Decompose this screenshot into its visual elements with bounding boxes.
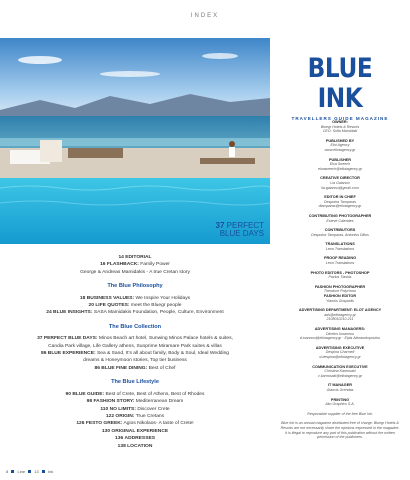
- toc-title: BUSINESS VALUES:: [86, 295, 135, 301]
- credit-block: [280, 214, 400, 223]
- toc-page-number: 136: [115, 436, 124, 442]
- credit-value: Ako Graphics S.A.: [325, 402, 355, 407]
- toc-desc: Sea & Sand, It's all about family, Body & Soul, Ideal Wedding: [96, 351, 230, 357]
- toc-desc: dreams & Honeymoon stories, Top tier business: [83, 358, 187, 364]
- toc-title: EDITORIAL: [125, 255, 152, 260]
- toc-desc: Candia Park village, Life Gallery athens, Sunprime Miramare Park suites & villas: [48, 343, 222, 349]
- credit-label: FASHION EDITOR: [323, 294, 357, 299]
- cover-photo: [0, 38, 270, 244]
- toc-desc: Discover Crete: [137, 406, 170, 412]
- credit-value: ads@eliotagency.gr: [324, 312, 356, 317]
- toc-entry[interactable]: [0, 420, 270, 427]
- credit-value-2: elvasneech@eliotagency.gr: [318, 166, 362, 171]
- toc-entry[interactable]: [0, 254, 270, 261]
- toc-page-number: 14: [118, 255, 124, 260]
- credits-column: [280, 120, 400, 445]
- toc-title: ORIGIN:: [115, 413, 135, 419]
- toc-page-number: 37: [37, 336, 43, 342]
- credit-label: PUBLISHER: [329, 157, 351, 162]
- toc-page-number: 98: [86, 399, 93, 405]
- toc-title: BLUE EXPERIENCE:: [47, 351, 96, 357]
- toc-desc: meet the Bluegr people: [130, 303, 182, 309]
- page-footer: [6, 469, 53, 474]
- credit-block: [280, 242, 400, 251]
- section-title-philosophy: The Blue Philosophy: [107, 283, 163, 290]
- toc-title: LOCATION: [127, 443, 153, 449]
- credit-block: [280, 176, 400, 190]
- toc-page-number: 110: [100, 406, 109, 412]
- toc-entry[interactable]: [0, 350, 270, 357]
- toc-title: FASHION STORY:: [93, 399, 135, 405]
- credit-value: Esteve Calendes: [326, 218, 354, 223]
- credit-value: Despoina Tamparas, Antonios Dillos: [311, 232, 369, 237]
- toc-entry-continuation: [0, 269, 270, 276]
- toc-entry[interactable]: [0, 398, 270, 405]
- toc-title: ADDRESSES: [124, 436, 155, 442]
- credit-value: Elot Agency: [330, 143, 350, 148]
- credit-label: OWNER:: [332, 120, 348, 124]
- credit-label: PROOF READING: [323, 256, 357, 261]
- toc-page-number: 20: [88, 303, 94, 309]
- toc-page-number: 18: [79, 295, 86, 301]
- credit-value: Bluegr Hotels & Resorts: [320, 124, 360, 129]
- toc-entry[interactable]: [0, 309, 270, 316]
- credit-value-2: 2108010210-211: [326, 317, 354, 322]
- toc-title: FESTO GREEK:: [85, 421, 123, 427]
- toc-title: LIFE QUOTES:: [95, 303, 130, 309]
- toc-page-number: 122: [105, 413, 115, 419]
- toc-title: BLUE GUIDE:: [72, 391, 105, 397]
- footer-page-left: 8: [6, 469, 9, 474]
- section-title-collection: The Blue Collection: [108, 323, 162, 330]
- toc-entry[interactable]: [0, 391, 270, 398]
- credit-value: Dimitris Ionannou: [326, 331, 354, 336]
- square-icon: [42, 470, 45, 473]
- credit-value: Leon Translations: [325, 246, 355, 251]
- toc-page-number: 126: [76, 421, 85, 427]
- toc-desc: Mediterranean Dream: [135, 399, 184, 405]
- supplier-note: Responsible supplier of the free Blue Ink:: [307, 411, 373, 416]
- magazine-logo: BLUE INK: [307, 53, 373, 114]
- toc-entry[interactable]: [0, 365, 270, 372]
- credit-block: [280, 120, 400, 134]
- credit-value: Despina Charmeli: [325, 350, 355, 355]
- toc-entry-continuation: [0, 357, 270, 364]
- toc-page-number: 90: [65, 391, 71, 397]
- credit-block: [280, 346, 400, 360]
- credit-block: [280, 398, 400, 407]
- toc-title: NO LIMITS:: [109, 406, 136, 412]
- credit-value: Gianvis Grendas: [326, 387, 354, 392]
- credit-block: [280, 383, 400, 392]
- credit-block: [280, 285, 400, 303]
- toc-title: BLUE FINE DINING:: [101, 365, 148, 371]
- toc-desc: Minos Beach art hotel, Sunwing Minos Palace hotels & suites,: [98, 336, 233, 342]
- caption-line-2: BLUE DAYS: [219, 229, 264, 238]
- toc-page-number: 130: [101, 428, 111, 434]
- credit-value-2: dtamparas@eliotagency.gr: [318, 204, 362, 209]
- square-icon: [11, 470, 14, 473]
- cover-caption: [216, 222, 264, 238]
- credit-value: Christina Karnosaki: [324, 369, 356, 374]
- credit-value-2: d.despina@eliotagency.gr: [319, 354, 361, 359]
- credit-label: ADVERTISING MANAGERS:: [314, 327, 366, 331]
- credit-value: Elva Sneech: [329, 162, 351, 167]
- credit-label: TRANSLATIONS: [325, 242, 355, 247]
- toc-entry[interactable]: [0, 413, 270, 420]
- toc-page-number: 16: [100, 262, 106, 268]
- toc-title: FLASHBACK:: [106, 262, 139, 268]
- credit-label: CONTRIBUTING PHOTOGRAPHER: [308, 213, 372, 218]
- toc-entry[interactable]: [0, 406, 270, 413]
- credit-block: [280, 256, 400, 265]
- toc-desc: George & Andreas Mamidakis - A true Cretan story: [80, 269, 190, 275]
- credit-value: Lia Galanou: [330, 180, 350, 185]
- credit-block: [280, 327, 400, 341]
- credit-value: Yiannis Gospodis: [326, 298, 354, 303]
- footer-brand: Ink: [48, 469, 54, 474]
- credit-value: Despoina Tamparas: [323, 199, 357, 204]
- credit-value-2: www.eliotagency.gr: [324, 147, 356, 152]
- toc-desc: SASA Mamidakis Foundation, People, Culture, Environment: [93, 310, 224, 316]
- credit-block: [280, 271, 400, 280]
- credit-label: PUBLISHED BY: [325, 138, 355, 143]
- toc-desc: Best of Crete, Best of Athens, Best of Rhodes: [105, 391, 205, 397]
- magazine-subtitle: TRAVELLERS GUIDE MAGAZINE: [291, 116, 389, 121]
- legal-note: Blue Ink is an annual magazine distributed free of charge. Bluegr Hotels & Resorts are not necessarily share the opinions expressed in the magazine. It is illegal to reproduce any part of this publication without the written permission of the publishers.: [280, 421, 400, 440]
- credit-block: [280, 308, 400, 322]
- square-icon: [28, 470, 31, 473]
- credit-block: [280, 139, 400, 153]
- toc-desc: True Cretans: [135, 413, 165, 419]
- toc-entry[interactable]: [0, 335, 270, 342]
- index-label: INDEX: [190, 13, 220, 19]
- toc-title: ORIGINAL EXPERIENCE: [111, 428, 169, 434]
- toc-page-number: 86: [94, 365, 100, 371]
- credit-label: PHOTO EDITORS - PHOTOSHOP: [310, 270, 370, 275]
- credit-label: COMMUNICATION EXECUTIVE: [312, 364, 368, 369]
- toc-desc: We Inspire Your Holidays: [135, 295, 191, 301]
- toc-entry-continuation: [0, 343, 270, 350]
- section-title-lifestyle: The Blue Lifestyle: [111, 379, 159, 386]
- toc-entry[interactable]: [0, 261, 270, 268]
- credit-value: Leon Translations: [325, 261, 355, 266]
- credit-label: CONTRIBUTORS: [324, 228, 356, 233]
- credit-label: PRINTING: [330, 397, 350, 402]
- credit-block: [280, 365, 400, 379]
- toc-desc: Family Power: [140, 262, 170, 268]
- caption-page-number: 37: [215, 221, 225, 230]
- toc-page-number: 86: [40, 351, 47, 357]
- credit-label: IT MANAGER: [327, 383, 353, 388]
- credit-block: [280, 158, 400, 172]
- credit-value-2: lia.galanou@gmail.com: [321, 185, 359, 190]
- toc-title: BLUE INSIGHTS:: [53, 310, 93, 316]
- toc-title: PERFECT BLUE DAYS:: [43, 336, 98, 342]
- table-of-contents: [0, 254, 270, 450]
- credit-label: ADVERTISING DEPARTMENT: ELOT AGENCY: [298, 308, 382, 313]
- toc-desc: Best of Chef: [148, 365, 176, 371]
- credit-value-2: c.karnosaki@eliotagency.gr: [318, 373, 362, 378]
- toc-page-number: 138: [117, 443, 126, 449]
- masthead: [280, 54, 400, 121]
- toc-entry[interactable]: [0, 302, 270, 309]
- credit-value-2: CEO: Sofia Mamidaki: [322, 129, 358, 134]
- toc-entry[interactable]: [0, 443, 270, 450]
- toc-entry[interactable]: [0, 295, 270, 302]
- caption-line-1: PERFECT: [226, 221, 264, 230]
- credit-label: EDITOR IN CHIEF: [324, 195, 356, 200]
- toc-desc: Agios Nikolaos- A taste of Crete!: [123, 421, 194, 427]
- credit-label: CREATIVE DIRECTOR: [320, 176, 360, 181]
- toc-entry[interactable]: [0, 435, 270, 442]
- credit-value-2: d.ioannou@eliotagency.gr · Elpis Alexandropoulou: [299, 336, 381, 341]
- credit-value: Theodore Polychrou: [323, 289, 357, 294]
- footer-page-right: 13: [34, 469, 39, 474]
- footer-mid: Line: [17, 469, 26, 474]
- credit-value: Pavlos Tiaskis: [328, 275, 352, 280]
- credit-block: [280, 195, 400, 209]
- toc-entry[interactable]: [0, 428, 270, 435]
- credit-label: FASHION PHOTOGRAPHER: [314, 284, 366, 289]
- credit-block: [280, 228, 400, 237]
- toc-page-number: 24: [46, 310, 52, 316]
- credit-label: ADVERTISING EXECUTIVE: [315, 345, 365, 350]
